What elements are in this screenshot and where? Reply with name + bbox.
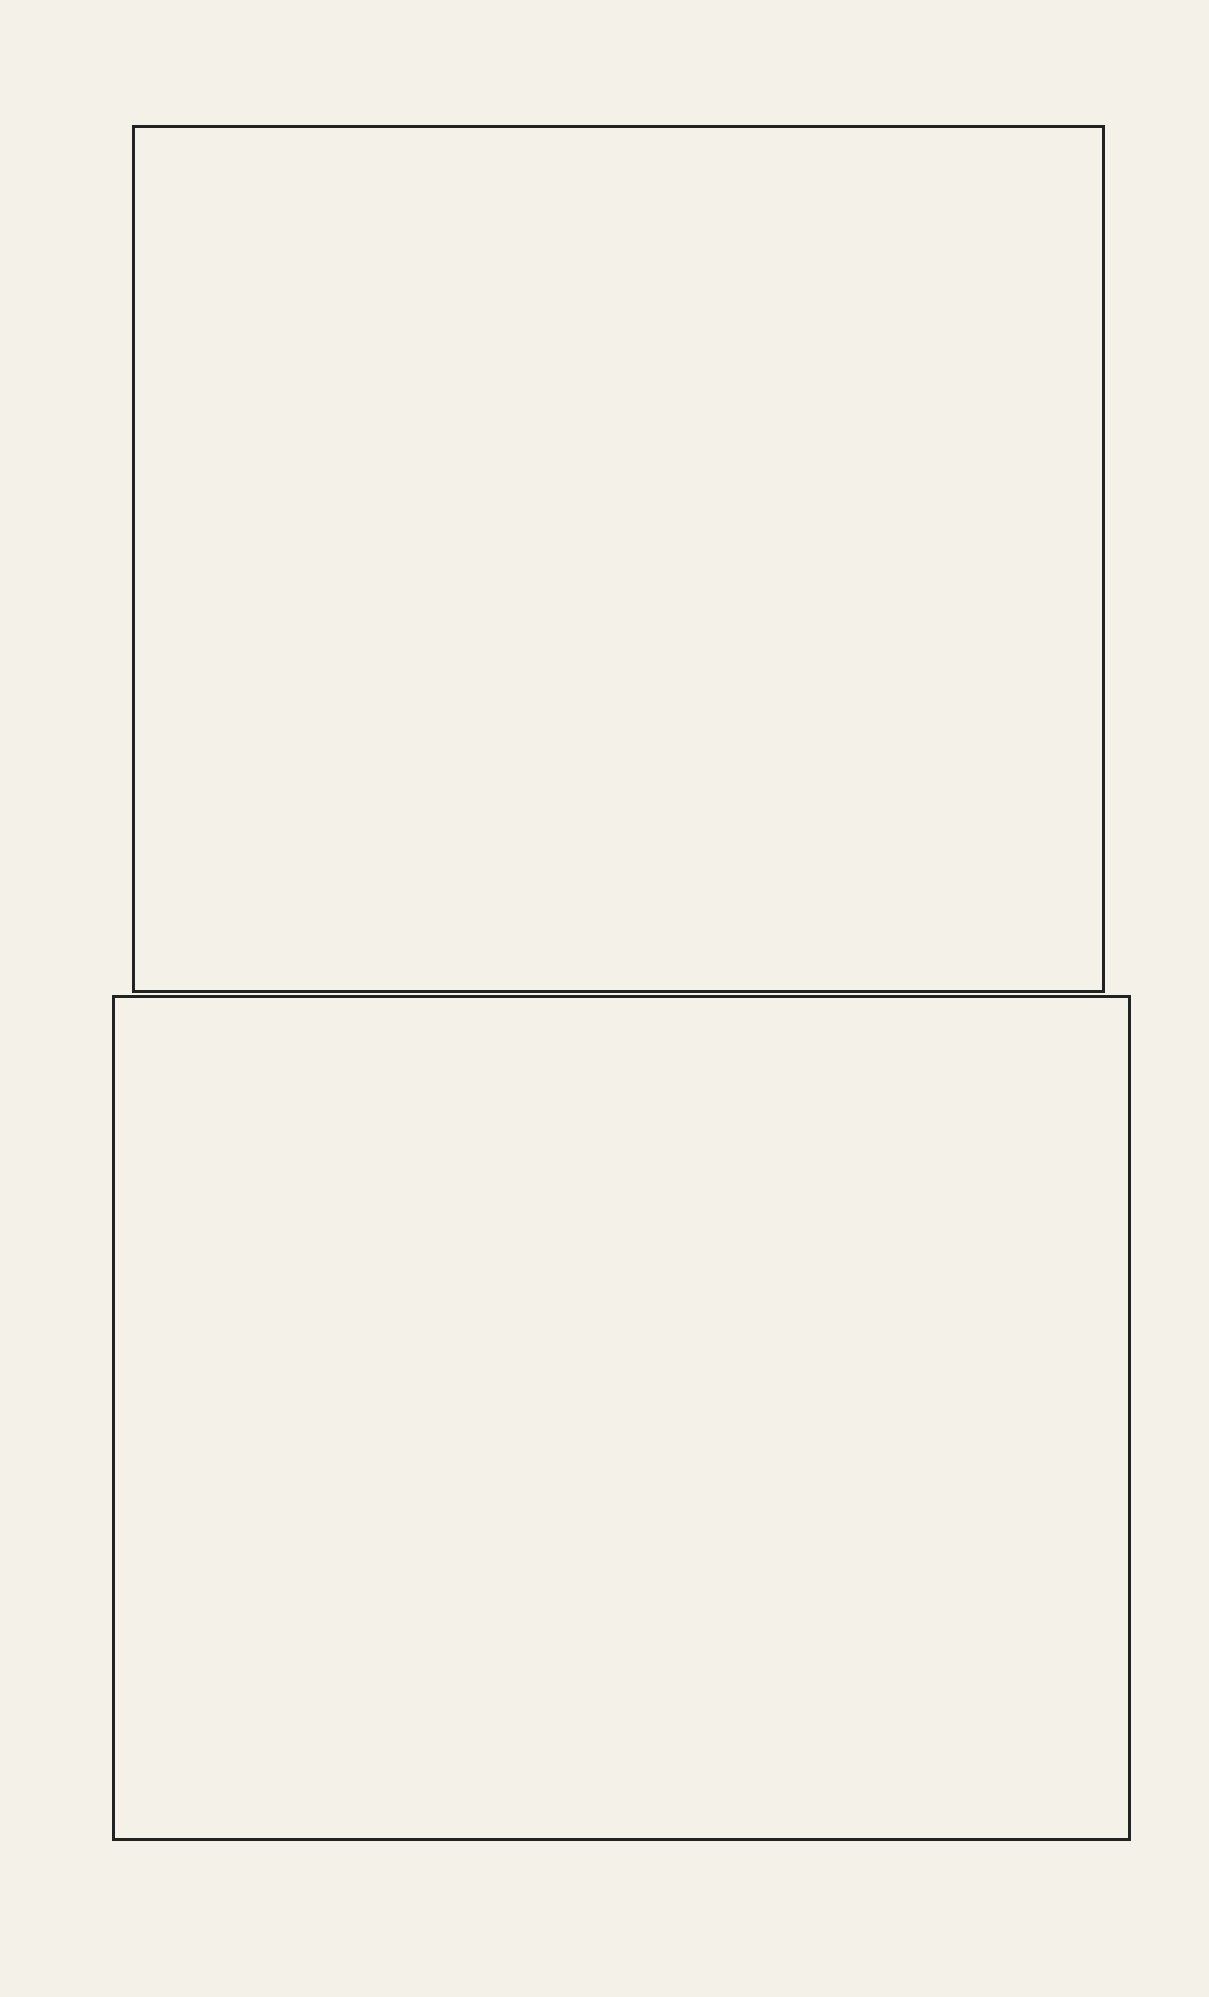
top-section-frame <box>132 125 1105 993</box>
bottom-section-frame <box>112 995 1131 1841</box>
